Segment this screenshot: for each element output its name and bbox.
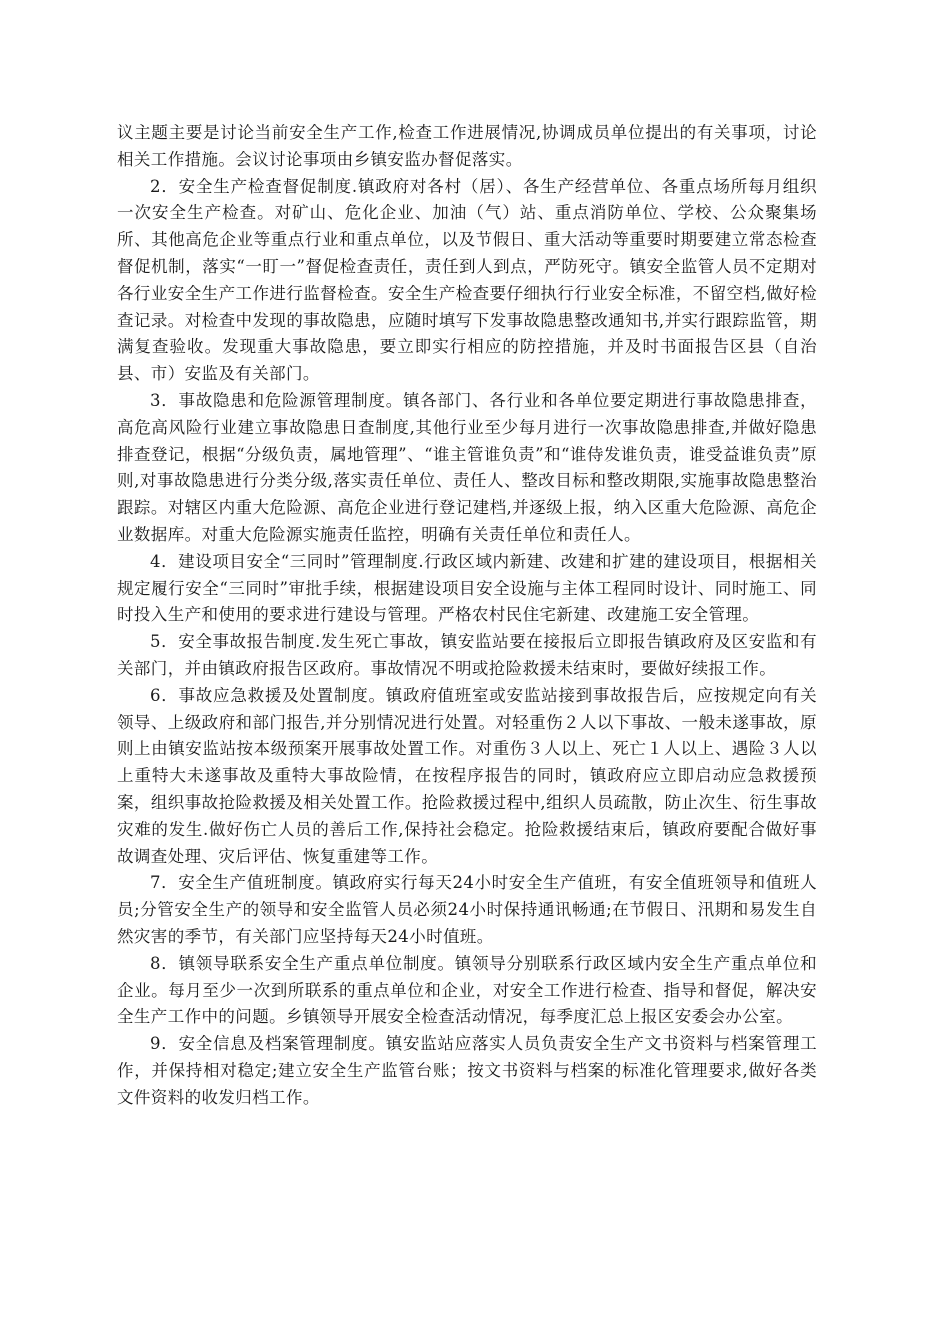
paragraph-archive-management: 9．安全信息及档案管理制度。镇安监站应落实人员负责安全生产文书资料与档案管理工作，并保持相对稳定;建立安全生产监管台账；按文书资料与档案的标准化管理要求,做好各类文件资料的收发归档工作。 xyxy=(117,1034,817,1107)
paragraph-hazard-management: 3．事故隐患和危险源管理制度。镇各部门、各行业和各单位要定期进行事故隐患排查，高危高风险行业建立事故隐患日查制度,其他行业至少每月进行一次事故隐患排查,并做好隐患排查登记，根据“分级负责，属地管理”、“谁主管谁负责”和“谁侍发谁负责，谁受益谁负责”原则,对事故隐患进行分类分级,落实责任单位、责任人、整改目标和整改期限,实施事故隐患整治跟踪。对辖区内重大危险源、高危企业进行登记建档,并逐级上报，纳入区重大危险源、高危企业数据库。对重大危险源实施责任监控，明确有关责任单位和责任人。 xyxy=(117,390,817,544)
paragraph-three-simultaneous: 4．建设项目安全“三同时”管理制度.行政区域内新建、改建和扩建的建设项目，根据相关规定履行安全“三同时”审批手续，根据建设项目安全设施与主体工程同时设计、同时施工、同时投入生产和使用的要求进行建设与管理。严格农村民住宅新建、改建施工安全管理。 xyxy=(117,551,817,625)
paragraph-meeting-continuation: 议主题主要是讨论当前安全生产工作,检查工作进展情况,协调成员单位提出的有关事项，讨论相关工作措施。会议讨论事项由乡镇安监办督促落实。 xyxy=(117,123,817,169)
paragraph-leader-liaison: 8．镇领导联系安全生产重点单位制度。镇领导分别联系行政区域内安全生产重点单位和企业。每月至少一次到所联系的重点单位和企业，对安全工作进行检查、指导和督促，解决安全生产工作中的问题。乡镇领导开展安全检查活动情况，每季度汇总上报区安委会办公室。 xyxy=(117,953,817,1027)
paragraph-emergency-rescue: 6．事故应急救援及处置制度。镇政府值班室或安监站接到事故报告后，应按规定向有关领导、上级政府和部门报告,并分别情况进行处置。对轻重伤２人以下事故、一般未遂事故，原则上由镇安监站按本级预案开展事故处置工作。对重伤３人以上、死亡１人以上、遇险３人以上重特大未遂事故及重特大事故险情，在按程序报告的同时，镇政府应立即启动应急救援预案，组织事故抢险救援及相关处置工作。抢险救援过程中,组织人员疏散，防止次生、衍生事故灾难的发生.做好伤亡人员的善后工作,保持社会稳定。抢险救援结束后，镇政府要配合做好事故调查处理、灾后评估、恢复重建等工作。 xyxy=(117,685,817,866)
paragraph-accident-report: 5．安全事故报告制度.发生死亡事故，镇安监站要在接报后立即报告镇政府及区安监和有关部门，并由镇政府报告区政府。事故情况不明或抢险救援未结束时，要做好续报工作。 xyxy=(117,632,817,678)
document-body xyxy=(117,120,817,1111)
paragraph-inspection-supervision: 2．安全生产检查督促制度.镇政府对各村（居）、各生产经营单位、各重点场所每月组织一次安全生产检查。对矿山、危化企业、加油（气）站、重点消防单位、学校、公众聚集场所、其他高危企业等重点行业和重点单位，以及节假日、重大活动等重要时期要建立常态检查督促机制，落实“一盯一”督促检查责任，责任到人到点，严防死守。镇安全监管人员不定期对各行业安全生产工作进行监督检查。安全生产检查要仔细执行行业安全标准，不留空档,做好检查记录。对检查中发现的事故隐患，应随时填写下发事故隐患整改通知书,并实行跟踪监管，期满复查验收。发现重大事故隐患，要立即实行相应的防控措施，并及时书面报告区县（自治县、市）安监及有关部门。 xyxy=(117,176,817,384)
paragraph-duty-system: 7．安全生产值班制度。镇政府实行每天24小时安全生产值班，有安全值班领导和值班人员;分管安全生产的领导和安全监管人员必须24小时保持通讯畅通;在节假日、汛期和易发生自然灾害的季节，有关部门应坚持每天24小时值班。 xyxy=(117,873,817,946)
